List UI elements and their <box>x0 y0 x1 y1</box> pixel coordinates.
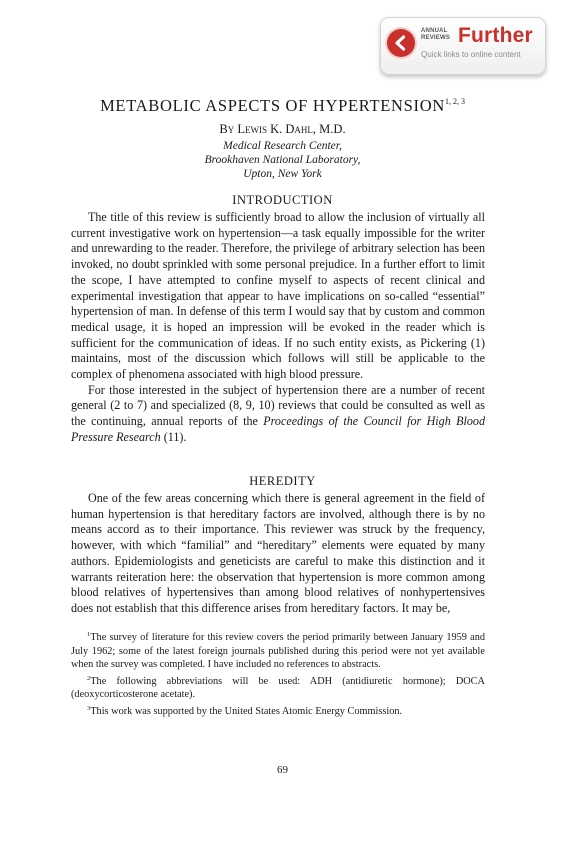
footnote: $^2$The following abbreviations will be used: ADH (antidiuretic hormone); DOCA (deoxycorticosterone acetate). <box>71 674 485 701</box>
badge-title: Further <box>458 24 533 47</box>
footnote: $^1$The survey of literature for this review covers the period primarily between January 1959 and July 1962; some of the latest foreign journals published during this period were not yet available when the survey was completed. I have included no references to abstracts. <box>71 631 485 671</box>
annual-reviews-further-badge[interactable] <box>380 17 546 75</box>
section-heading-introduction: INTRODUCTION <box>232 193 333 207</box>
paragraph: For those interested in the subject of hypertension there are a number of recent general (2 to 7) and specialized (8, 9, 10) reviews that could be consulted as well as the continuing, annual reports of the Proceedings of the Council for High Blood Pressure Research (11). <box>71 382 485 444</box>
paragraph: One of the few areas concerning which there is general agreement in the field of human hypertension is that hereditary factors are involved, although there is by no means accord as to their importance. This reviewer was struck by the frequency, however, with which “familial” and “hereditary” elements were equated by many authors. Epidemiologists and geneticists are careful to make this distinction and it warrants reiteration here: the observation that hypertension is more common among blood relatives of hypertensives than among blood relatives of nonhypertensives does not establish that this difference arises from hereditary factors. It may be, <box>71 491 485 615</box>
title-footnote-marks: 1, 2, 3 <box>444 97 465 106</box>
article-title: METABOLIC ASPECTS OF HYPERTENSION$^{1, 2, 3}$ <box>100 96 465 115</box>
badge-subtitle: Quick links to online content <box>421 50 521 59</box>
author-byline: By Lewis K. Dahl, M.D. <box>219 122 346 136</box>
section-heading-heredity: HEREDITY <box>249 474 316 488</box>
introduction-body <box>71 210 485 446</box>
author-affiliation <box>0 139 565 181</box>
page-number: 69 <box>277 764 288 776</box>
affiliation-line: Upton, New York <box>243 168 322 180</box>
footnotes <box>71 628 485 719</box>
heredity-body <box>71 491 485 617</box>
publisher-name: ANNUAL REVIEWS <box>421 28 451 41</box>
affiliation-line: Brookhaven National Laboratory, <box>204 154 361 166</box>
footnote: $^3$This work was supported by the United States Atomic Energy Commission. <box>87 704 403 717</box>
paragraph: The title of this review is sufficiently broad to allow the inclusion of virtually all current investigative work on hypertension—a task equally impossible for the writer and unrewarding to the reader. Therefore, the privilege of arbitrary selection has been invoked, no doubt sprinkled with some personal prejudice. In a further effort to limit the scope, I have attempted to confine myself to aspects of recent clinical and experimental investigation that appear to have implications on so-called “essential” hypertension of man. In defense of this term I would say that by custom and common medical usage, it is hoped an impression will be evoked in the reader which is sufficient for the communication of ideas. If no such entity exists, as Pickering (1) maintains, most of the discussion which follows will still be applicable to the complex of phenomena associated with high blood pressure. <box>71 210 485 382</box>
chevron-left-circle-icon <box>387 29 415 57</box>
journal-title: Proceedings of the Council for High Blood Pressure Research <box>71 414 485 444</box>
affiliation-line: Medical Research Center, <box>223 140 342 152</box>
